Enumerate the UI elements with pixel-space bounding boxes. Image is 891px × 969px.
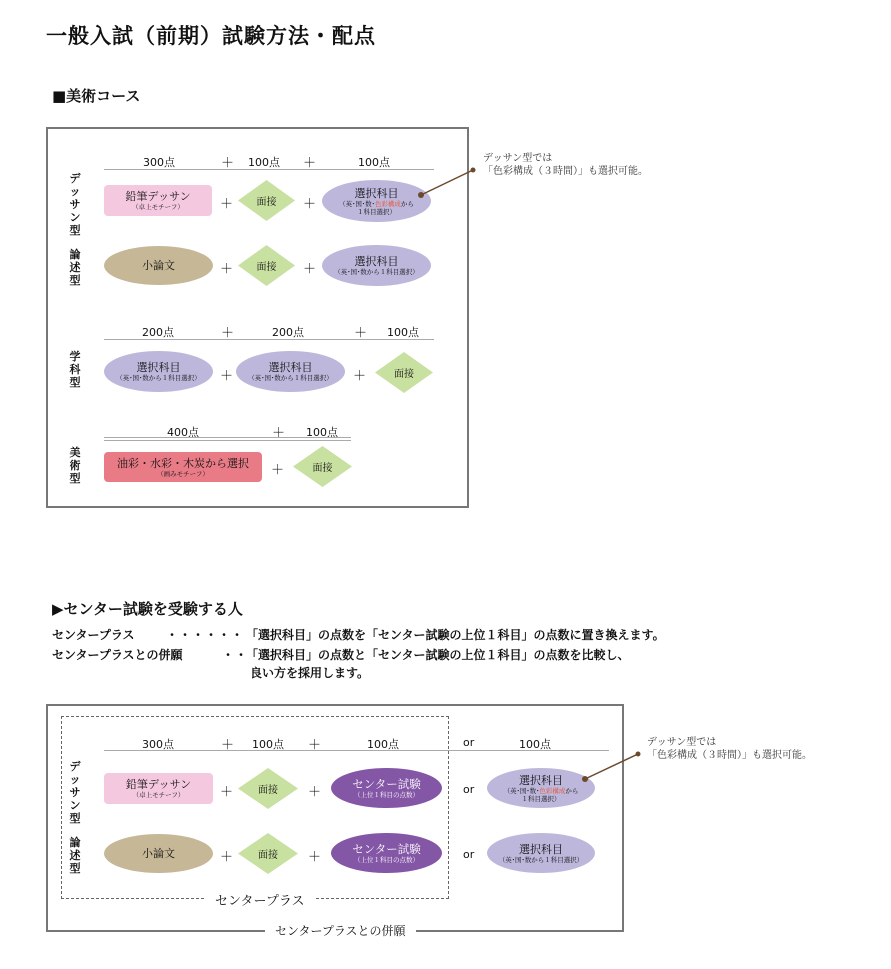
desc-dots: ・・ [222, 648, 249, 662]
elective-note: （英･国･数から１科目選択） [248, 374, 333, 382]
plus-sign: ＋ [220, 262, 234, 277]
or-label: or [463, 848, 475, 861]
elective-label: 選択科目 [519, 842, 563, 856]
interview-diamond [238, 180, 295, 221]
row-label-academic: 学科型 [69, 350, 81, 389]
points-label: 100点 [358, 156, 390, 169]
plus-sign: ＋ [308, 850, 322, 865]
row-label-essay: 論述型 [69, 836, 81, 875]
note-line-1: デッサン型では [647, 737, 717, 748]
row-label-dessin: デッサン型 [69, 172, 81, 237]
section2-heading: ▶センター試験を受験する人 [52, 600, 243, 618]
plus-sign: ＋ [221, 156, 235, 171]
interview-diamond [375, 352, 433, 393]
desc-text: 「選択科目」の点数と「センター試験の上位１科目」の点数を比較し、 [246, 648, 630, 662]
interview-diamond [238, 768, 298, 809]
painting-label: 油彩・水彩・木炭から選択 [117, 456, 249, 470]
pencil-dessin-box [104, 773, 213, 804]
note-line-2: 「色彩構成（３時間）」も選択可能。 [647, 750, 812, 761]
pencil-dessin-note: （卓上モチーフ） [132, 203, 184, 211]
elective-note: （英･国･数から１科目選択） [116, 374, 201, 382]
plus-sign: ＋ [303, 197, 317, 212]
center-exam-oval [331, 833, 442, 873]
elective-note-2: １科目選択） [357, 207, 396, 216]
center-exam-note: （上位１科目の点数） [354, 790, 419, 799]
plus-sign: ＋ [354, 326, 368, 341]
divider [104, 437, 351, 441]
elective-label: 選択科目 [354, 255, 399, 268]
section1-heading: ■美術コース [52, 87, 141, 105]
elective-label: 選択科目 [136, 361, 181, 374]
elective-oval [236, 351, 345, 392]
points-label: 100点 [306, 426, 338, 439]
elective-note: （英･国･数･色彩構成から [503, 786, 579, 795]
elective-note: （英･国･数から１科目選択） [334, 268, 419, 276]
plus-sign: ＋ [303, 156, 317, 171]
highlight-text: 色彩構成 [374, 199, 401, 208]
plus-sign: ＋ [221, 738, 235, 753]
elective-note: （英･国･数から１科目選択） [498, 855, 584, 864]
points-label: 300点 [142, 738, 174, 751]
pencil-dessin-label: 鉛筆デッサン [125, 778, 192, 791]
points-label: 200点 [272, 326, 304, 339]
interview-label: 面接 [394, 369, 414, 380]
elective-label: 選択科目 [519, 773, 563, 787]
center-plus-label: センタープラス [205, 890, 314, 909]
desc-dots: ・・・・・・ [166, 628, 245, 642]
row-label-essay: 論述型 [69, 248, 81, 287]
divider [104, 339, 434, 340]
desc-text: 「選択科目」の点数を「センター試験の上位１科目」の点数に置き換えます。 [246, 628, 665, 642]
essay-label: 小論文 [142, 259, 175, 272]
interview-label: 面接 [312, 463, 333, 474]
row-label-art: 美術型 [69, 446, 81, 485]
or-label: or [463, 783, 475, 796]
desc-term: センタープラスとの併願 [52, 648, 183, 662]
divider [104, 750, 609, 751]
row-label-dessin: デッサン型 [69, 760, 81, 825]
interview-label: 面接 [256, 197, 277, 208]
plus-sign: ＋ [220, 850, 234, 865]
or-label: or [463, 736, 475, 749]
elective-label: 選択科目 [268, 361, 313, 374]
highlight-text: 色彩構成 [539, 786, 566, 795]
page-title: 一般入試（前期）試験方法・配点 [46, 24, 376, 48]
plus-sign: ＋ [221, 326, 235, 341]
pencil-dessin-note: （卓上モチーフ） [132, 791, 185, 799]
interview-label: 面接 [258, 850, 278, 861]
pencil-dessin-box [104, 185, 212, 216]
points-label: 100点 [367, 738, 399, 751]
center-exam-label: センター試験 [352, 776, 421, 791]
points-label: 100点 [252, 738, 284, 751]
painting-note: （画みモチーフ） [157, 469, 209, 478]
callout-connector [415, 165, 480, 200]
elective-label: 選択科目 [354, 186, 399, 200]
plus-sign: ＋ [353, 369, 367, 384]
points-label: 300点 [143, 156, 175, 169]
painting-box [104, 452, 262, 482]
elective-oval [487, 768, 595, 808]
center-exam-note: （上位１科目の点数） [354, 855, 419, 864]
interview-label: 面接 [256, 262, 277, 273]
note-line-1: デッサン型では [483, 153, 553, 164]
center-exam-label: センター試験 [352, 841, 421, 856]
interview-diamond [238, 833, 298, 874]
essay-oval [104, 246, 213, 285]
desc-term: センタープラス [52, 628, 135, 642]
plus-sign: ＋ [220, 369, 234, 384]
points-label: 100点 [519, 738, 551, 751]
points-label: 100点 [387, 326, 419, 339]
points-label: 100点 [248, 156, 280, 169]
interview-label: 面接 [258, 785, 278, 796]
plus-sign: ＋ [303, 262, 317, 277]
desc-text: 良い方を採用します。 [250, 666, 370, 680]
elective-oval [104, 351, 213, 392]
interview-diamond [293, 446, 352, 487]
center-exam-oval [331, 768, 442, 808]
elective-note-2: １科目選択） [521, 794, 561, 803]
combined-label: センタープラスとの併願 [265, 922, 416, 939]
plus-sign: ＋ [272, 426, 286, 441]
callout-connector [580, 748, 645, 784]
interview-diamond [238, 245, 295, 286]
plus-sign: ＋ [220, 197, 234, 212]
points-label: 400点 [167, 426, 199, 439]
points-label: 200点 [142, 326, 174, 339]
essay-label: 小論文 [142, 847, 175, 860]
note-line-2: 「色彩構成（３時間）」も選択可能。 [483, 166, 648, 177]
elective-note: （英･国･数･色彩構成から [339, 199, 414, 208]
divider [104, 169, 434, 170]
plus-sign: ＋ [220, 785, 234, 800]
elective-oval [487, 833, 595, 873]
pencil-dessin-label: 鉛筆デッサン [125, 190, 191, 203]
essay-oval [104, 834, 213, 873]
plus-sign: ＋ [271, 463, 285, 478]
elective-oval [322, 245, 431, 286]
plus-sign: ＋ [308, 785, 322, 800]
plus-sign: ＋ [308, 738, 322, 753]
